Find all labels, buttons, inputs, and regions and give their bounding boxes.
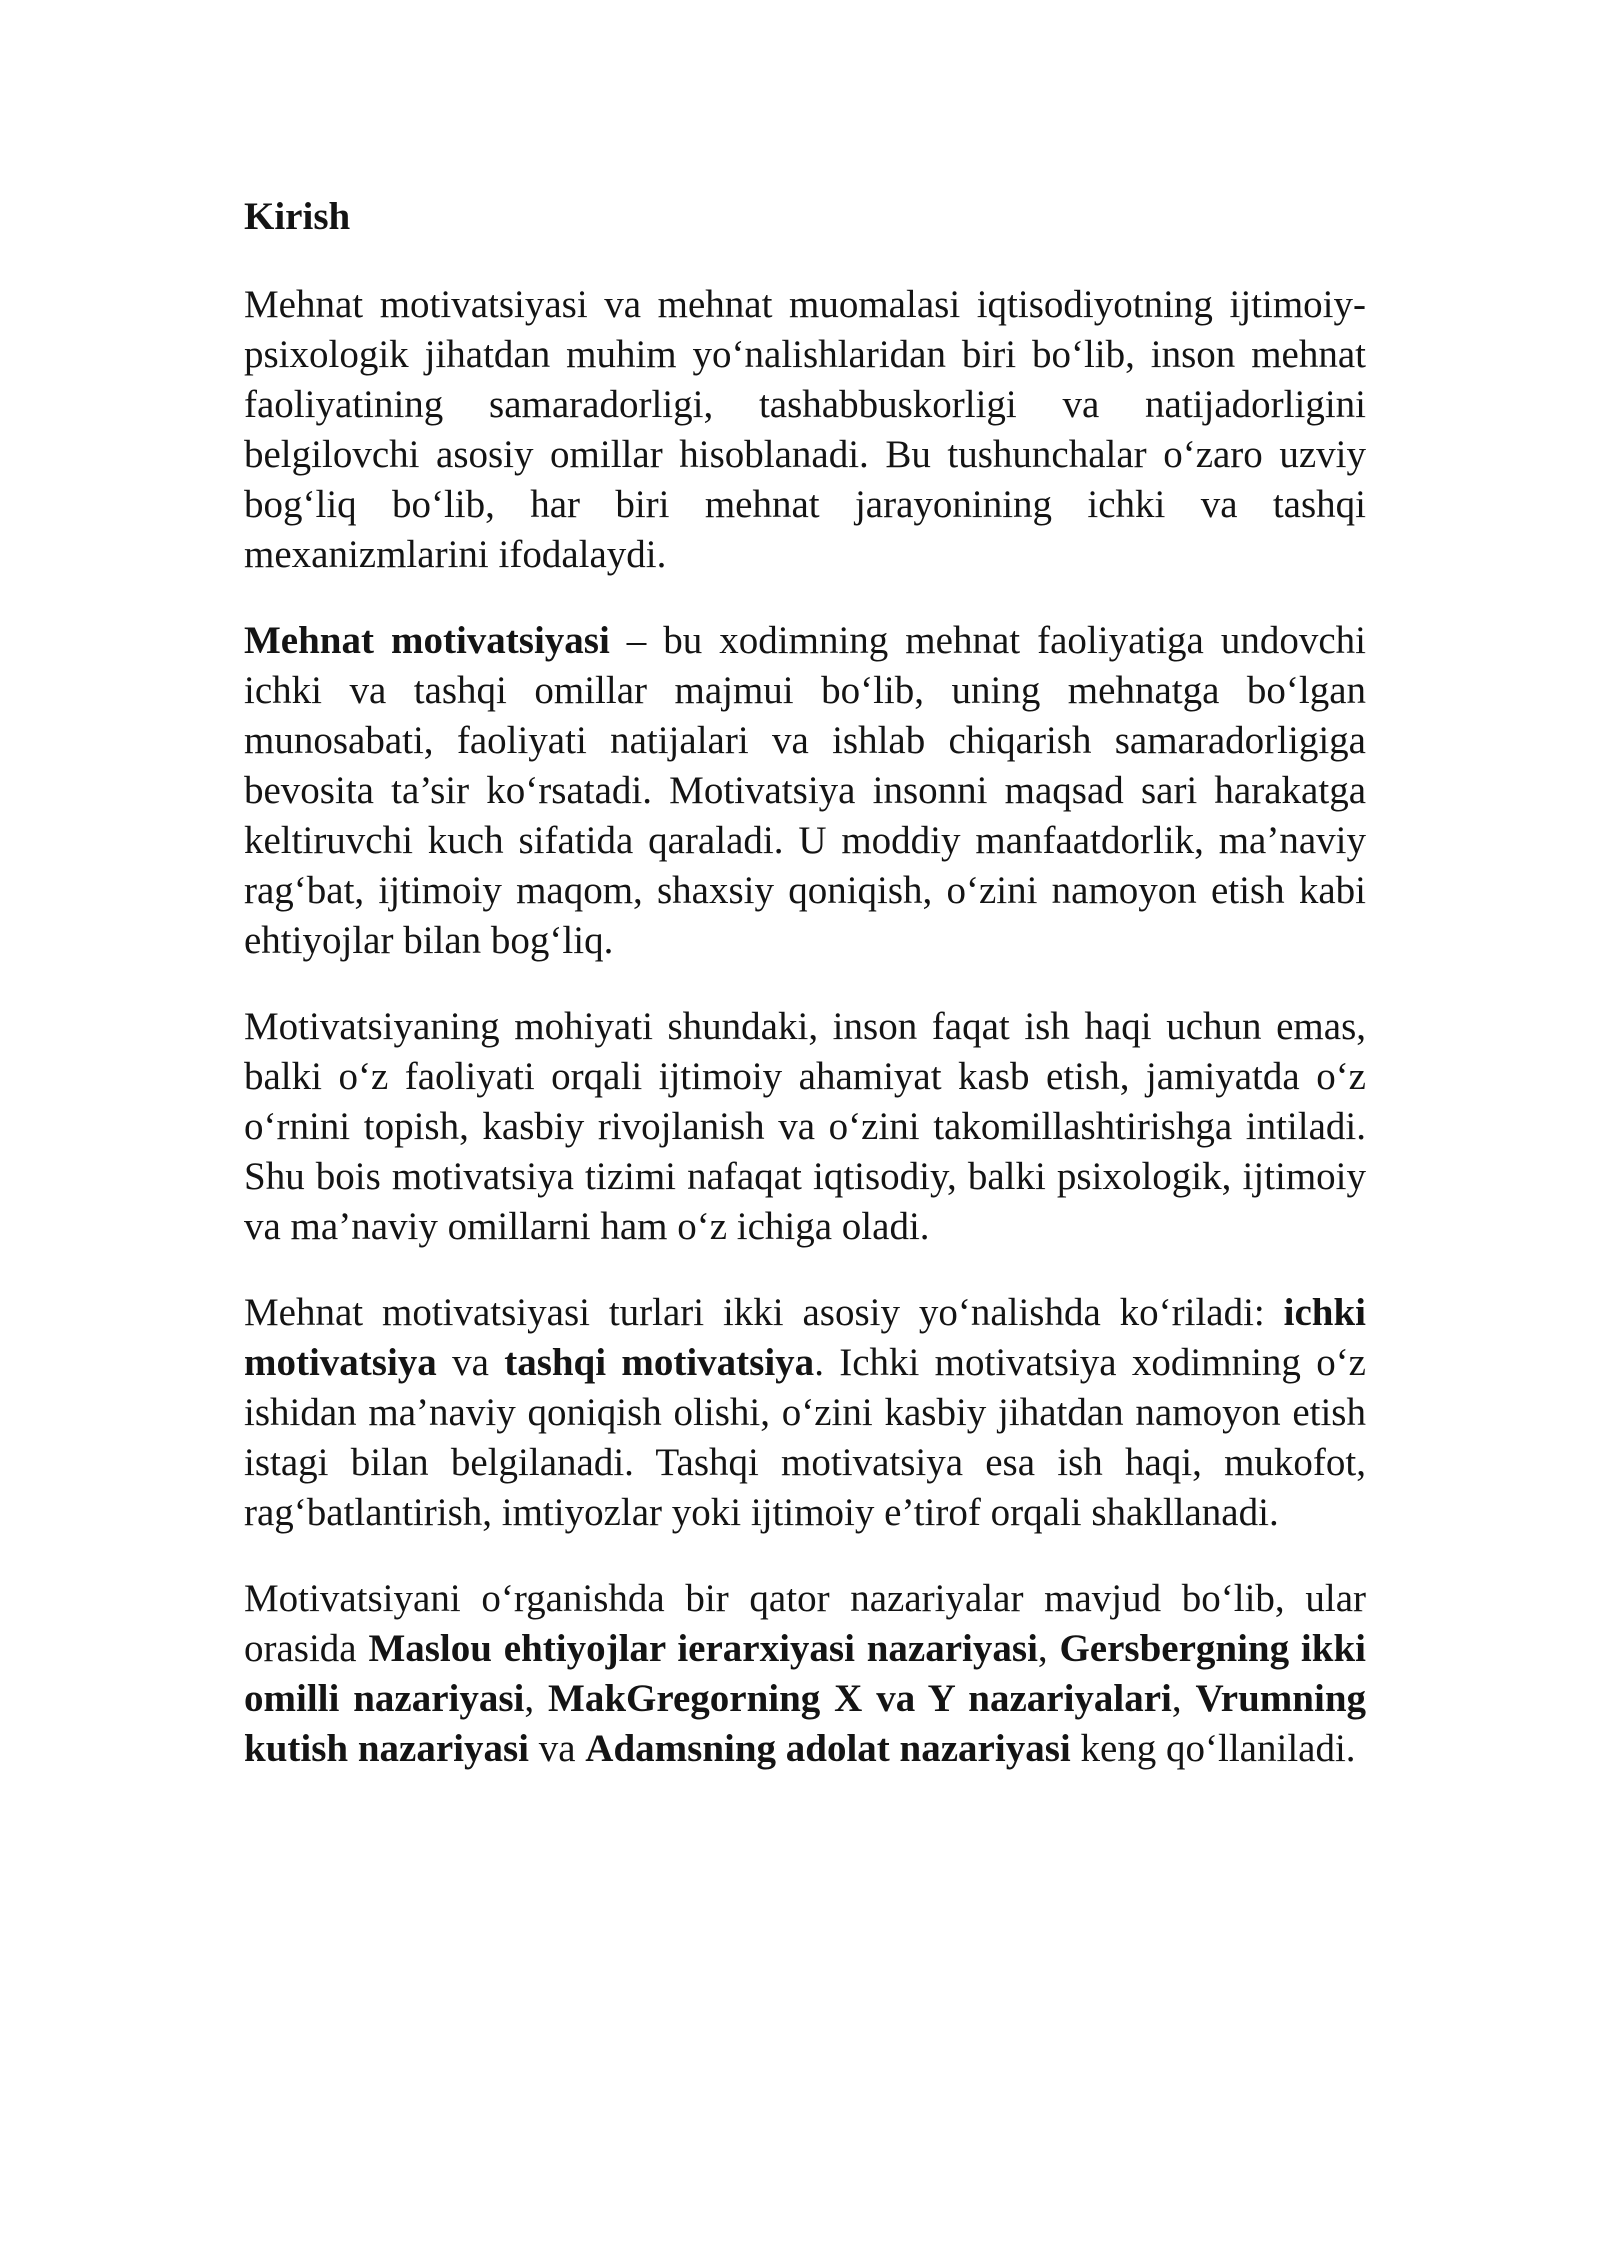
paragraph-intro-text: Mehnat motivatsiyasi va mehnat muomalasi iqtisodiyotning ijtimoiy-psixologik jihatdan muhim yo‘nalishlaridan biri bo‘lib, inson mehnat faoliyatining samaradorligi, tashabbuskorligi va natijadorligini belgilovchi asosiy omillar hisoblanadi. Bu tushunchalar o‘zaro uzviy bog‘liq bo‘lib, har biri mehnat jarayonining ichki va tashqi mexanizmlarini ifodalaydi. [244,283,1366,576]
paragraph-theories-text-2: , [1037,1627,1060,1670]
paragraph-definition [244,616,1366,966]
paragraph-theories-text-6: keng qo‘llaniladi. [1070,1727,1356,1770]
paragraph-theories-text-4: , [1171,1677,1196,1720]
term-mehnat-motivatsiyasi: Mehnat motivatsiyasi [244,619,610,662]
paragraph-theories-text-3: , [524,1677,549,1720]
term-makgregor: MakGregorning X va Y nazariyalari [548,1677,1172,1720]
paragraph-types-text-3: . Ichki motivatsiya xodimning o‘z ishidan ma’naviy qoniqish olishi, o‘zini kasbiy jihatdan namoyon etish istagi bilan belgilanadi. Tashqi motivatsiya esa ish haqi, mukofot, rag‘batlantirish, imtiyozlar yoki ijtimoiy e’tirof orqali shakllanadi. [244,1341,1366,1534]
term-adams: Adamsning adolat nazariyasi [585,1727,1071,1770]
term-vrum: Vrumning kutish nazariyasi [244,1677,1367,1770]
term-maslou: Maslou ehtiyojlar ierarxiyasi nazariyasi [368,1627,1038,1670]
paragraph-essence-text: Motivatsiyaning mohiyati shundaki, inson faqat ish haqi uchun emas, balki o‘z faoliyati orqali ijtimoiy ahamiyat kasb etish, jamiyatda o‘z o‘rnini topish, kasbiy rivojlanish va o‘zini takomillashtirishga intiladi. Shu bois motivatsiya tizimi nafaqat iqtisodiy, balki psixologik, ijtimoiy va ma’naviy omillarni ham o‘z ichiga oladi. [244,1005,1366,1248]
paragraph-types-text-1: Mehnat motivatsiyasi turlari ikki asosiy yo‘nalishda ko‘riladi: [244,1291,1284,1334]
paragraph-essence [244,1002,1366,1252]
term-ichki-motivatsiya: ichki motivatsiya [244,1291,1366,1384]
paragraph-theories [244,1574,1366,1774]
paragraph-types-text-2: va [436,1341,505,1384]
paragraph-theories-text-5: va [528,1727,586,1770]
paragraph-intro [244,280,1366,580]
paragraph-theories-text-1: Motivatsiyani o‘rganishda bir qator nazariyalar mavjud bo‘lib, ular orasida [244,1577,1366,1670]
document-page [244,192,1366,1774]
term-gersberg: Gersbergning ikki omilli nazariyasi [244,1627,1366,1720]
section-heading: Kirish [244,195,351,238]
paragraph-definition-text: – bu xodimning mehnat faoliyatiga undovchi ichki va tashqi omillar majmui bo‘lib, uning mehnatga bo‘lgan munosabati, faoliyati natijalari va ishlab chiqarish samaradorligiga bevosita ta’sir ko‘rsatadi. Motivatsiya insonni maqsad sari harakatga keltiruvchi kuch sifatida qaraladi. U moddiy manfaatdorlik, ma’naviy rag‘bat, ijtimoiy maqom, shaxsiy qoniqish, o‘zini namoyon etish kabi ehtiyojlar bilan bog‘liq. [244,619,1367,962]
paragraph-types [244,1288,1366,1538]
term-tashqi-motivatsiya: tashqi motivatsiya [504,1341,815,1384]
